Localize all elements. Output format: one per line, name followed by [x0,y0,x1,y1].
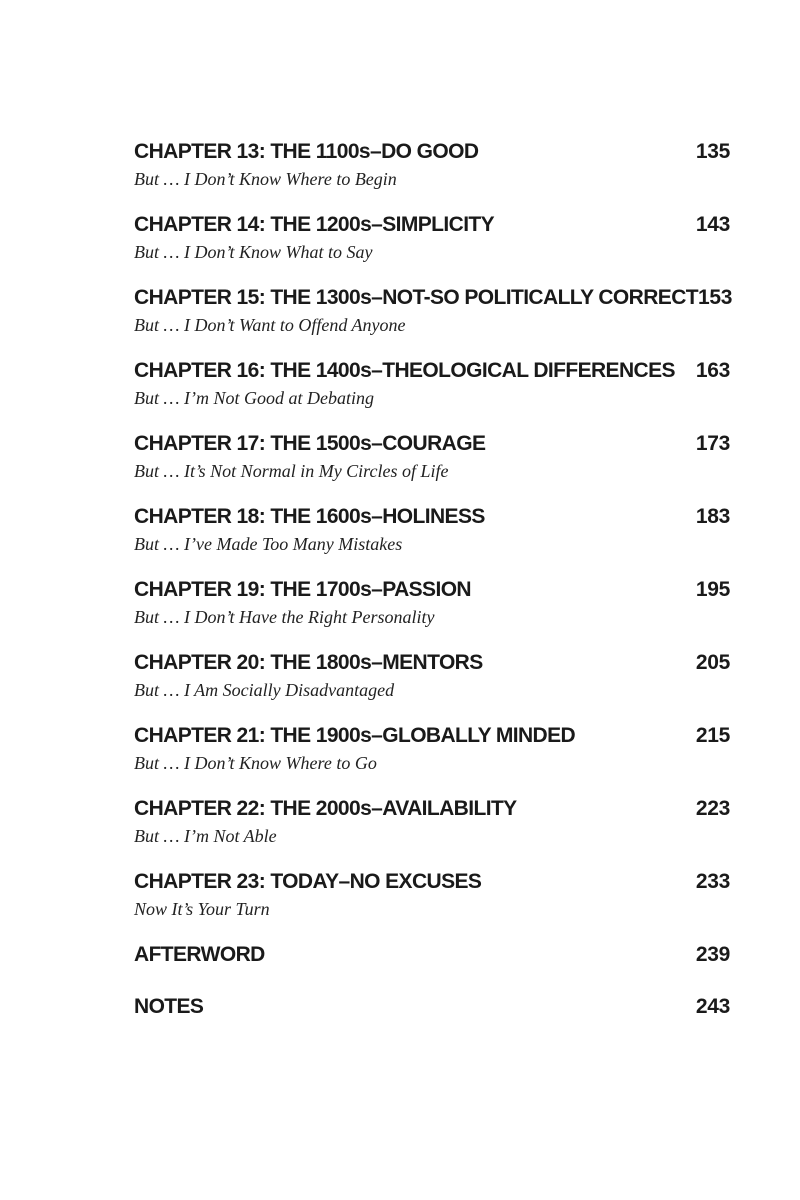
chapter-subtitle: But … I Don’t Know What to Say [134,242,373,262]
toc-entry-chapter-23[interactable] [134,867,730,921]
page-number: 223 [695,797,730,820]
chapter-subtitle: But … I Don’t Have the Right Personality [134,607,435,627]
toc-entry-chapter-15[interactable] [134,283,733,337]
page-number: 233 [695,870,730,893]
toc-entry-chapter-19[interactable] [134,575,730,629]
chapter-subtitle: But … I Don’t Know Where to Begin [134,169,397,189]
toc-entry-chapter-16[interactable] [134,356,730,410]
chapter-title: CHAPTER 20: THE 1800s–MENTORS [134,651,483,674]
chapter-title: CHAPTER 14: THE 1200s–SIMPLICITY [134,213,495,236]
toc-entry-afterword[interactable] [134,940,730,970]
page-number: 173 [695,432,730,455]
page-number: 163 [695,359,730,382]
page-number: 215 [695,724,730,747]
page-number: 153 [698,286,733,309]
chapter-title: CHAPTER 21: THE 1900s–GLOBALLY MINDED [134,724,576,747]
toc-entry-chapter-18[interactable] [134,502,730,556]
chapter-subtitle: But … I’m Not Able [134,826,277,846]
chapter-subtitle: But … I Am Socially Disadvantaged [134,680,395,700]
toc-entry-chapter-14[interactable] [134,210,730,264]
toc-entry-notes[interactable] [134,992,730,1022]
chapter-title: CHAPTER 18: THE 1600s–HOLINESS [134,505,485,528]
chapter-title: CHAPTER 13: THE 1100s–DO GOOD [134,140,479,163]
chapter-subtitle: But … I Don’t Know Where to Go [134,753,377,773]
chapter-subtitle: But … I’m Not Good at Debating [134,388,374,408]
chapter-title: CHAPTER 16: THE 1400s–THEOLOGICAL DIFFERENCES [134,359,675,382]
chapter-title: CHAPTER 17: THE 1500s–COURAGE [134,432,486,455]
page-number: 239 [695,943,730,966]
toc-entry-chapter-20[interactable] [134,648,730,702]
chapter-title: CHAPTER 15: THE 1300s–NOT-SO POLITICALLY CORRECT [134,286,698,309]
page-number: 195 [695,578,730,601]
page-number: 243 [695,995,730,1018]
chapter-subtitle: But … I’ve Made Too Many Mistakes [134,534,403,554]
chapter-subtitle: Now It’s Your Turn [134,899,270,919]
chapter-title: CHAPTER 22: THE 2000s–AVAILABILITY [134,797,517,820]
page-number: 143 [695,213,730,236]
table-of-contents [134,137,733,1044]
toc-entry-chapter-21[interactable] [134,721,730,775]
section-title: AFTERWORD [134,943,265,966]
chapter-subtitle: But … I Don’t Want to Offend Anyone [134,315,406,335]
toc-entry-chapter-13[interactable] [134,137,730,191]
chapter-subtitle: But … It’s Not Normal in My Circles of Life [134,461,449,481]
toc-entry-chapter-17[interactable] [134,429,730,483]
chapter-title: CHAPTER 23: TODAY–NO EXCUSES [134,870,482,893]
page-number: 183 [695,505,730,528]
page-number: 205 [695,651,730,674]
chapter-title: CHAPTER 19: THE 1700s–PASSION [134,578,471,601]
toc-entry-chapter-22[interactable] [134,794,730,848]
page-number: 135 [695,140,730,163]
section-title: NOTES [134,995,204,1018]
